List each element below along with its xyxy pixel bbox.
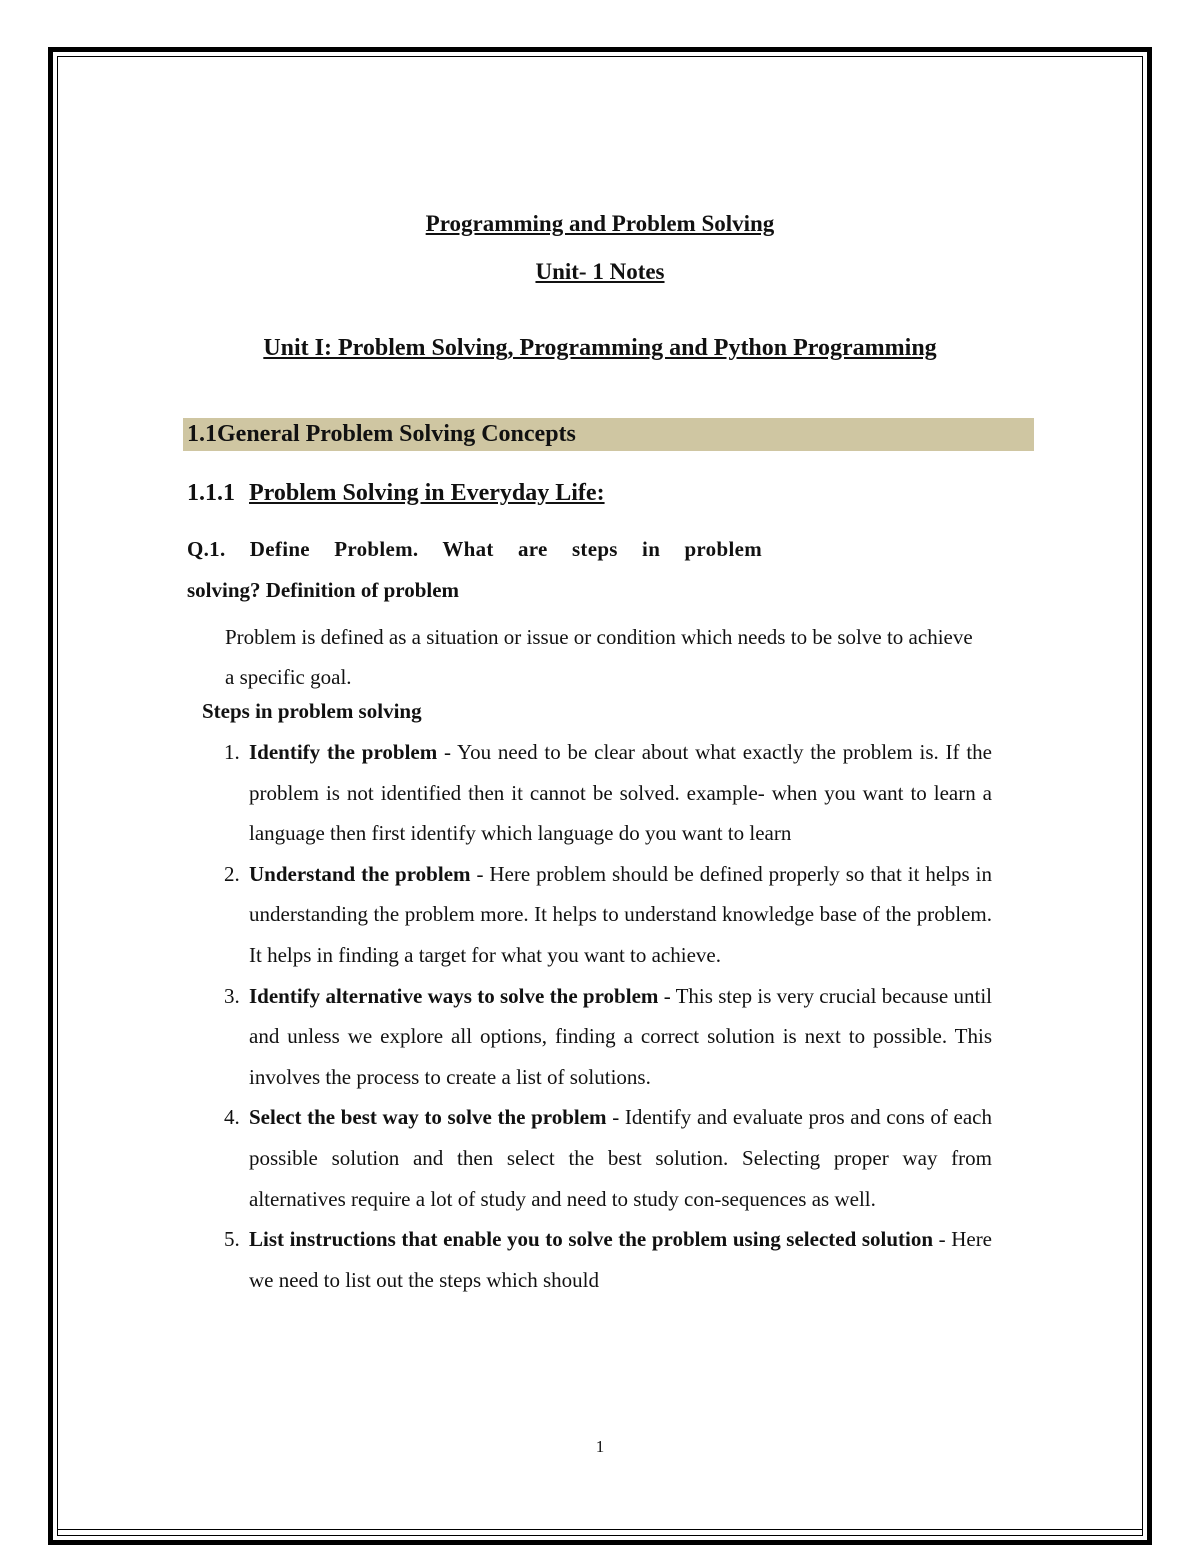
list-item-title: List instructions that enable you to solve the problem using selected solution: [249, 1227, 934, 1252]
list-item-text: - Identify and evaluate pros and cons of each possible solution and then select the best solution. Selecting proper way from alternatives require a lot of study and need to study con-sequences as well.: [249, 1105, 992, 1211]
list-item-text: - This step is very crucial because until and unless we explore all options, finding a correct solution is next to possible. This involves the process to create a list of solutions.: [249, 983, 992, 1089]
list-item-number: 2.: [224, 861, 240, 886]
list-item-number: 5.: [224, 1227, 240, 1252]
list-item: [224, 732, 992, 854]
steps-heading: Steps in problem solving: [202, 699, 422, 723]
question-line-2: solving? Definition of problem: [187, 578, 460, 602]
list-item: [224, 976, 992, 1098]
list-item-title: Identify alternative ways to solve the problem: [249, 983, 659, 1008]
list-item: [224, 854, 992, 976]
question-line-1: Q.1. Define Problem. What are steps in problem: [187, 537, 762, 561]
list-item: [224, 1219, 992, 1300]
subsection-title: Problem Solving in Everyday Life:: [249, 480, 605, 506]
subsection-number: 1.1.1: [187, 480, 235, 506]
section-heading-band: [183, 418, 1034, 451]
list-item-title: Understand the problem: [249, 861, 471, 886]
steps-list: [224, 732, 992, 1300]
list-item-number: 1.: [224, 740, 240, 764]
list-item-text: - Here problem should be defined properly so that it helps in understanding the problem more. It helps to understand knowledge base of the problem. It helps in finding a target for what you want to achieve.: [249, 861, 992, 967]
page-number: 1: [595, 1437, 605, 1456]
page-border-bottom-rule: [57, 1529, 1143, 1530]
list-item: [224, 1097, 992, 1219]
list-item-title: Identify the problem: [249, 740, 438, 764]
section-heading: 1.1General Problem Solving Concepts: [187, 421, 576, 447]
list-item-number: 3.: [224, 983, 240, 1008]
subsection-heading: [187, 480, 605, 507]
unit-heading: Unit I: Problem Solving, Programming and Python Programming: [263, 335, 937, 361]
list-item-title: Select the best way to solve the problem: [249, 1105, 607, 1130]
definition-paragraph: Problem is defined as a situation or issue or condition which needs to be solve to achieve a specific goal.: [225, 625, 973, 689]
list-item-text: - You need to be clear about what exactly the problem is. If the problem is not identified then it cannot be solved. example- when you want to learn a language then first identify which language do you want to learn: [249, 740, 992, 846]
document-title: Programming and Problem Solving: [425, 211, 775, 236]
list-item-text: - Here we need to list out the steps which should: [249, 1227, 993, 1292]
list-item-number: 4.: [224, 1105, 240, 1130]
unit-notes-title: Unit- 1 Notes: [535, 259, 665, 284]
